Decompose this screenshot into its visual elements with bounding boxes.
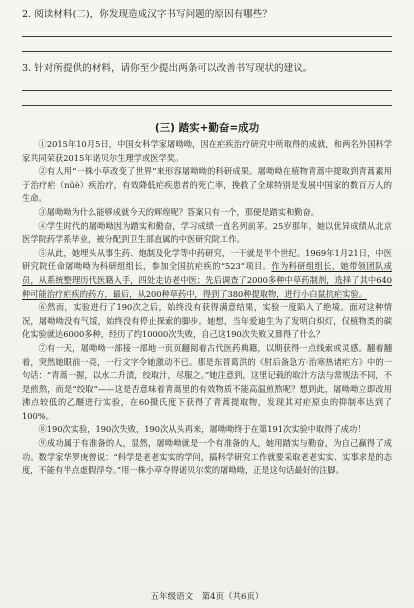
answer-line[interactable]	[22, 51, 392, 52]
paragraph-5-intro: ⑤从此，她埋头从事生药、炮制及化学等中药研究，一干就是半个世纪。1969年1月21日，中医研究院任命屠呦呦为科研组组长，参加全国抗疟疾的“523”项目。	[22, 247, 392, 272]
paragraph-8: ⑧190次实验，190次失败，190次从头再来，屠呦呦终于在第191次实验中取得了成功！	[38, 424, 366, 435]
page-footer: 五年级语文 第4页（共6页）	[150, 592, 264, 602]
answer-line[interactable]	[22, 105, 392, 106]
question-3: 3. 针对所提供的材料，请你至少提出两条可以改善书写现状的建议。	[22, 63, 313, 74]
paragraph-4: ④学生时代的屠呦呦因为踏实和勤奋，学习成绩一直名列前茅。25岁那年，她以优异成绩从北京医学院药学系毕业，被分配到卫生部直属的中医研究院工作。	[22, 220, 392, 245]
paragraph-9: ⑨成功属于有准备的人，显然，屠呦呦就是一个有准备的人，她用踏实与勤奋，为自己赢得了成功。数学家华罗庚曾说：“科学是老老实实的学问，搞科学研究工作就要采取老老实实、实事求是的态度，不能有半点虚假浮夸。”用一株小草夺得诺贝尔奖的屠呦呦，正是这句话最好的注脚。	[22, 438, 392, 476]
section-title: (三) 踏实+勤奋=成功	[154, 122, 260, 134]
answer-line[interactable]	[22, 90, 392, 91]
answer-line[interactable]	[22, 36, 392, 37]
paragraph-7: ⑦有一天，屠呦呦一部接一部地一页页翻阅着古代医药典籍，以期获得一点线索或灵感。翻着翻着，突然她眼前一亮，一行文字令她激动不已。那是东晋葛洪的《肘后备急方·治寒热诸疟方》中的一句话：“青蒿一握，以水二升渍，绞取汁，尽服之。”她注意到，这里记载的取汁方法与常规法不同，不是煎熬，而是“绞取”——这是否意味着青蒿里的有效物质不能高温煎熬呢？想到此，屠呦呦立即改用沸点较低的乙醚进行实验，在60摄氏度下获得了青蒿提取物，发现其对疟原虫的抑制率达到了100%。	[22, 342, 392, 421]
paragraph-2: ②有人用“一株小草改变了世界”来形容屠呦呦的科研成果。屠呦呦在植物青蒿中提取到青蒿素用于治疗疟（nüè）疾治疗，有效降低疟疾患者的死亡率，挽救了全球特别是发展中国家的数百万人的生命。	[22, 166, 392, 204]
paragraph-6: ⑥然而，实验进行了190次之后，始终没有获得满意结果，实验一度陷入了绝境。面对这种情况，屠呦呦没有气馁，始终没有停止探索的脚步。她想，当年爱迪生为了发明白炽灯，仅植物类的碳化实验就达6000多种，经历了约10000次失败，自己这190次失败又算得了什么？	[22, 302, 392, 340]
question-2: 2. 阅读材料(二)，你发现造成汉字书写问题的原因有哪些？	[22, 9, 272, 20]
paragraph-1: ①2015年10月5日，中国女科学家屠呦呦，因在疟疾治疗研究中所取得的成就，和两名外国科学家共同荣获2015年诺贝尔生理学或医学奖。	[22, 139, 392, 163]
paragraph-5	[22, 247, 392, 301]
paragraph-3: ③屠呦呦为什么能够成就今天的辉煌呢？答案只有一个，那便是踏实和勤奋。	[38, 206, 319, 217]
paragraph-5-underlined: 作为科研组组长，她带领团队成员，从系统整理历代医籍入手，四处走访老中医；先后调查了2000多种中草药制剂，选择了其中640种可能治疗疟疾的药方，最后，从200种草药中，得到了380种提取物，进行小白鼠抗疟实验。	[22, 261, 392, 299]
